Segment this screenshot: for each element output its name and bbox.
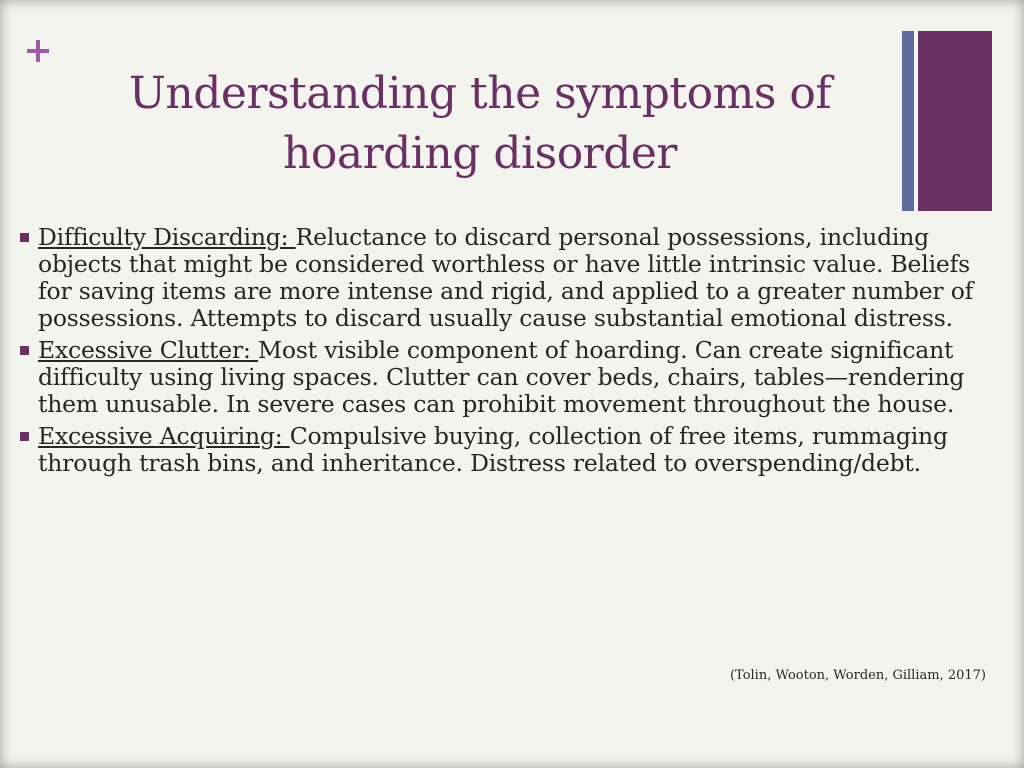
citation: (Tolin, Wooton, Worden, Gilliam, 2017) bbox=[729, 668, 986, 683]
accent-bar-blue bbox=[902, 31, 914, 211]
accent-bar-purple bbox=[918, 31, 992, 211]
plus-icon bbox=[27, 40, 49, 62]
slide-title bbox=[110, 64, 850, 184]
square-bullet-icon bbox=[20, 346, 29, 355]
bullet-term: Excessive Acquiring: bbox=[38, 422, 290, 450]
title-line-1: Understanding the symptoms of bbox=[128, 68, 832, 119]
bullet-item-excessive-clutter bbox=[20, 337, 1010, 418]
bullet-text: Most visible component of hoarding. Can create significant difficulty using living spaces. Clutter can cover beds, chairs, tables—rendering them unusable. In severe cases can prohibit movement throughout the house. bbox=[38, 336, 965, 418]
square-bullet-icon bbox=[20, 233, 29, 242]
square-bullet-icon bbox=[20, 432, 29, 441]
title-line-2: hoarding disorder bbox=[283, 128, 677, 179]
bullet-text: Reluctance to discard personal possessions, including objects that might be considered worthless or have little intrinsic value. Beliefs for saving items are more intense and rigid, and applied to a greater number of possessions. Attempts to discard usually cause substantial emotional distress. bbox=[38, 223, 974, 332]
bullet-text: Compulsive buying, collection of free items, rummaging through trash bins, and inheritance. Distress related to overspending/debt. bbox=[38, 422, 948, 477]
bullet-item-difficulty-discarding bbox=[20, 224, 1010, 332]
bullet-term: Excessive Clutter: bbox=[38, 336, 259, 364]
bullet-list bbox=[20, 224, 1010, 482]
bullet-item-excessive-acquiring bbox=[20, 423, 1010, 477]
bullet-term: Difficulty Discarding: bbox=[38, 223, 296, 251]
